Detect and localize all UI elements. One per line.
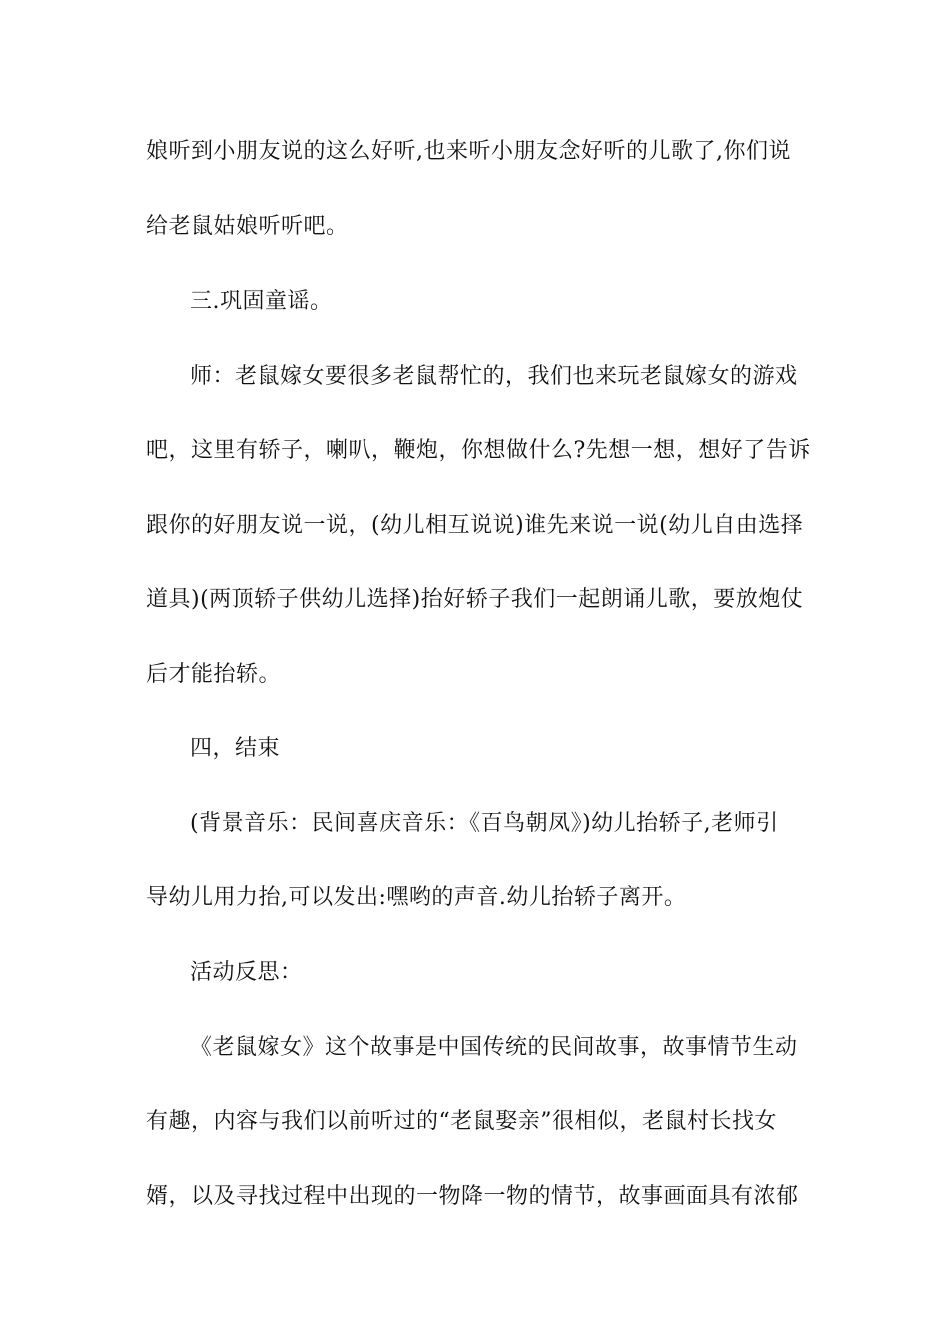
text-line-4: 师：老鼠嫁女要很多老鼠帮忙的，我们也来玩老鼠嫁女的游戏 [190,364,798,389]
text-line-13: 《老鼠嫁女》这个故事是中国传统的民间故事，故事情节生动 [190,1035,798,1060]
text-line-11: 导幼儿用力抬,可以发出:嘿哟的声音.幼儿抬轿子离开。 [146,885,687,910]
text-line-7: 道具)(两顶轿子供幼儿选择)抬好轿子我们一起朗诵儿歌，要放炮仗 [146,587,804,612]
text-line-6: 跟你的好朋友说一说，(幼儿相互说说)谁先来说一说(幼儿自由选择 [146,513,804,538]
section-heading-reflection: 活动反思： [190,960,303,985]
text-line-14: 有趣，内容与我们以前听过的“老鼠娶亲”很相似，老鼠村长找女 [146,1109,777,1134]
text-line-8: 后才能抬轿。 [146,662,282,687]
text-line-1: 娘听到小朋友说的这么好听,也来听小朋友念好听的儿歌了,你们说 [146,139,791,164]
text-line-5: 吧，这里有轿子，喇叭，鞭炮，你想做什么?先想一想，想好了告诉 [146,438,811,463]
text-line-10: (背景音乐：民间喜庆音乐：《百鸟朝凤》)幼儿抬轿子,老师引 [190,811,779,836]
text-line-15: 婿，以及寻找过程中出现的一物降一物的情节，故事画面具有浓郁 [146,1184,799,1209]
section-heading-end: 四，结束 [190,736,281,761]
text-line-2: 给老鼠姑娘听听吧。 [146,214,349,239]
section-heading-consolidate: 三.巩固童谣。 [190,289,333,314]
